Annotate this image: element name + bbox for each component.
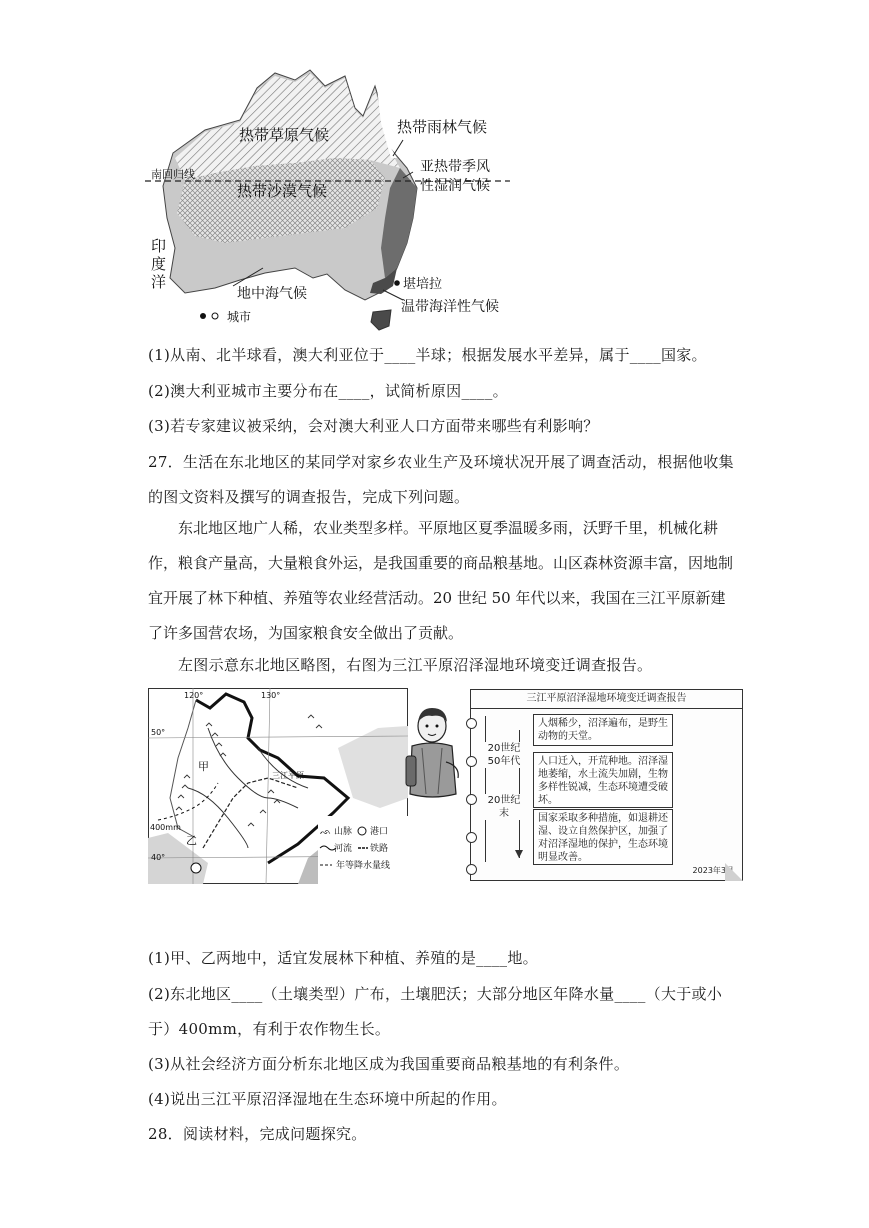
label-indian-ocean-3: 洋 xyxy=(151,273,167,291)
label-tropical-desert: 热带沙漠气候 xyxy=(237,182,328,200)
legend-rail: 铁路 xyxy=(370,844,389,854)
legend-mountain: 山脉 xyxy=(334,827,353,837)
legend-port: 港口 xyxy=(370,827,389,837)
label-subtropical-monsoon-1: 亚热带季风 xyxy=(420,159,490,175)
survey-report xyxy=(470,689,743,881)
northeast-china-map xyxy=(148,688,408,884)
label-subtropical-monsoon-2: 性湿润气候 xyxy=(420,178,490,194)
report-period-1: 20世纪50年代 xyxy=(485,742,523,768)
label-indian-ocean-1: 印 xyxy=(151,237,167,255)
q27-material: 东北地区地广人稀，农业类型多样。平原地区夏季温暖多雨，沃野千里，机械化耕作，粮食产量高，大量粮食外运，是我国重要的商品粮基地。山区森林资源丰富，因地制宜开展了林下种植、养殖等农业经营活动。20 世纪 50 年代以来，我国在三江平原新建了许多国营农场，为国家粮食安全做出了贡献。 xyxy=(148,519,734,642)
student-illustration xyxy=(402,704,464,808)
q27-figure-caption: 左图示意东北地区略图，右图为三江平原沼泽湿地环境变迁调查报告。 xyxy=(178,656,653,674)
q27-subquestion-2-line-1: (2)东北地区____（土壤类型）广布，土壤肥沃；大部分地区年降水量____（大于或小 xyxy=(148,985,723,1003)
q27-subquestion-3: (3)从社会经济方面分析东北地区成为我国重要商品粮基地的有利条件。 xyxy=(148,1055,630,1073)
label-tropical-savanna: 热带草原气候 xyxy=(239,126,330,144)
q27-intro-line-1: 27．生活在东北地区的某同学对家乡农业生产及环境状况开展了调查活动，根据他收集 xyxy=(148,453,734,471)
ne-label-isohyet-400: 400mm xyxy=(150,823,181,832)
label-tropic-line: 南回归线 xyxy=(151,168,195,181)
ne-lat-40: 40° xyxy=(151,853,166,862)
ne-lon-130: 130° xyxy=(261,691,281,700)
label-temperate-maritime: 温带海洋性气候 xyxy=(401,299,499,315)
report-period-2: 20世纪末 xyxy=(485,794,523,820)
q26-subquestion-1: (1)从南、北半球看，澳大利亚位于____半球；根据发展水平差异，属于____国家。 xyxy=(148,346,707,364)
ne-label-jia: 甲 xyxy=(198,760,209,773)
label-mediterranean: 地中海气候 xyxy=(237,286,307,302)
legend-city: 城市 xyxy=(227,310,252,324)
label-tropical-rainforest: 热带雨林气候 xyxy=(397,118,488,136)
report-entry-3: 国家采取多种措施，如退耕还湿、设立自然保护区，加强了对沼泽湿地的保护，生态环境明显改善。 xyxy=(533,809,673,865)
label-indian-ocean-2: 度 xyxy=(151,255,167,273)
legend-isohyet: 年等降水量线 xyxy=(336,861,391,871)
ne-lon-120: 120° xyxy=(184,691,204,700)
report-entry-1: 人烟稀少，沼泽遍布，是野生动物的天堂。 xyxy=(533,714,673,746)
q27-subquestion-1: (1)甲、乙两地中，适宜发展林下种植、养殖的是____地。 xyxy=(148,949,538,967)
legend-river: 河流 xyxy=(334,844,353,854)
q28-intro: 28．阅读材料，完成问题探究。 xyxy=(148,1125,367,1143)
australia-climate-map xyxy=(145,68,525,333)
q27-subquestion-4: (4)说出三江平原沼泽湿地在生态环境中所起的作用。 xyxy=(148,1090,507,1108)
q27-intro-line-2: 的图文资料及撰写的调查报告，完成下列问题。 xyxy=(148,488,470,506)
ne-label-sanjiang: 三江平原 xyxy=(272,771,304,780)
q27-subquestion-2-line-2: 于）400mm，有利于农作物生长。 xyxy=(148,1020,391,1038)
ne-lat-50: 50° xyxy=(151,728,166,737)
ne-label-yi: 乙 xyxy=(186,834,197,847)
report-entry-2: 人口迁入，开荒种地。沼泽湿地萎缩，水土流失加剧，生物多样性锐减，生态环境遭受破坏。 xyxy=(533,752,673,808)
legend-mountain-symbol: ᨒ xyxy=(320,827,332,837)
label-canberra: 堪培拉 xyxy=(403,277,443,292)
report-title: 三江平原沼泽湿地环境变迁调查报告 xyxy=(471,690,742,709)
q26-subquestion-3: (3)若专家建议被采纳，会对澳大利亚人口方面带来哪些有利影响？ xyxy=(148,417,599,435)
report-date: 2023年3月 xyxy=(692,866,734,875)
q26-subquestion-2: (2)澳大利亚城市主要分布在____，试简析原因____。 xyxy=(148,382,508,400)
